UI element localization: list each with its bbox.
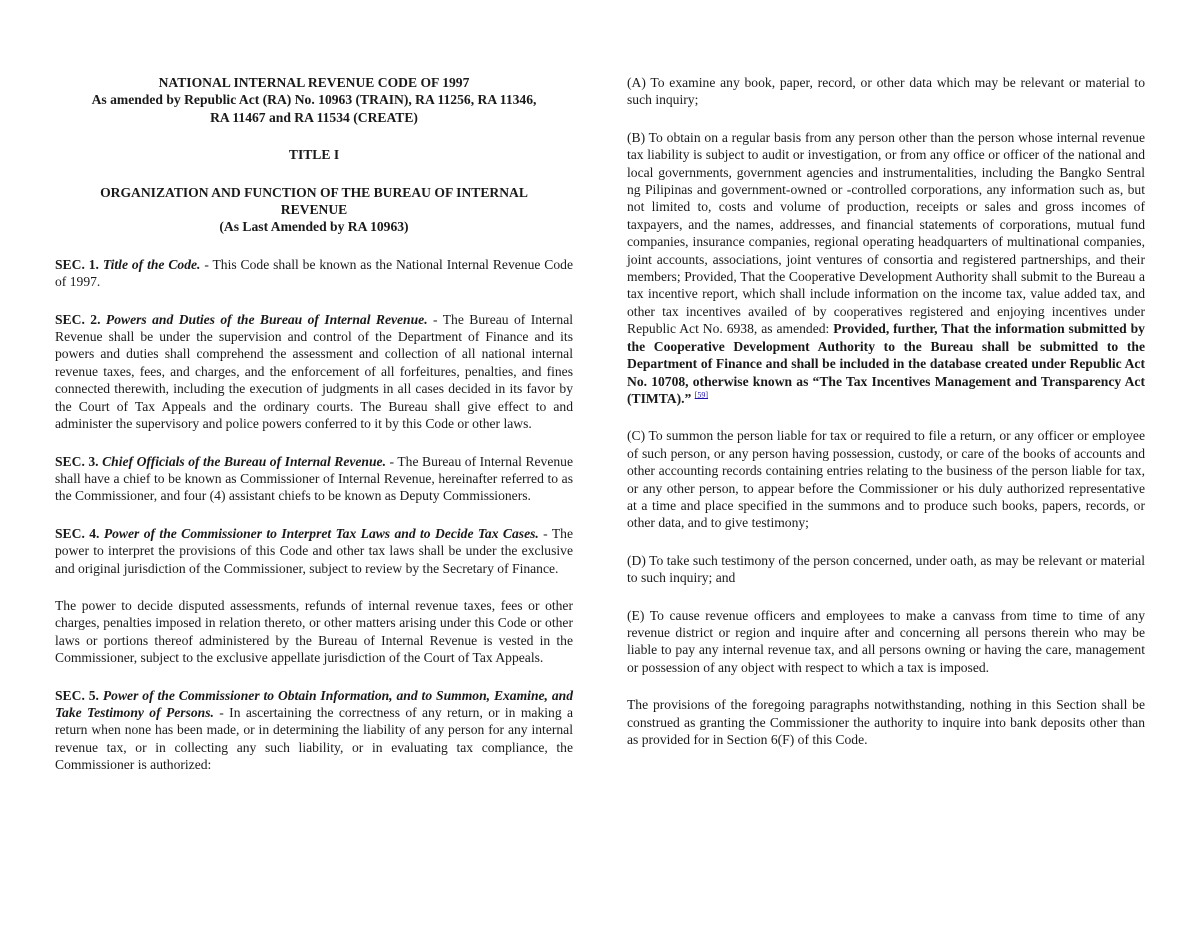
section-3-title: Chief Officials of the Bureau of Internal Revenue. (102, 453, 386, 469)
header-line-1: NATIONAL INTERNAL REVENUE CODE OF 1997 (158, 75, 470, 90)
section-4-paragraph-2: The power to decide disputed assessments, refunds of internal revenue taxes, fees or other charges, penalties imposed in relation thereto, or other matters arising under this Code or other laws or portions thereof administered by the Bureau of Internal Revenue is vested in the Commissioner, subject to the exclusive appellate jurisdiction of the Court of Tax Appeals. (55, 597, 573, 666)
section-1-title: Title of the Code. (102, 256, 201, 272)
section-2-title: Powers and Duties of the Bureau of Internal Revenue. (105, 311, 428, 327)
clause-e: (E) To cause revenue officers and employees to make a canvass from time to time of any revenue district or region and inquire after and concerning all persons therein who may be liable to pay any internal revenue tax, and all persons owning or having the care, management or possession of any object with respect to which a tax is imposed. (627, 607, 1145, 675)
section-1-text: - This Code shall be known as the National Internal Revenue Code of 1997. (55, 256, 573, 290)
clause-b (627, 129, 1145, 408)
section-1-number: SEC. 1. (55, 256, 99, 272)
section-5 (55, 687, 573, 774)
clause-b-text: (B) To obtain on a regular basis from any person other than the person whose internal revenue tax liability is subject to audit or investigation, or from any office or officer of the national and local governments, government agencies and instrumentalities, including the Bangko Sentral ng Pilipinas and government-owned or -controlled corporations, any information such as, but not limited to, costs and volume of production, receipts or sales and gross incomes of taxpayers, and the names, addresses, and financial statements of corporations, mutual fund companies, insurance companies, regional operating headquarters of multinational companies, joint accounts, associations, joint ventures of consortia and registered partnerships, and their members; Provided, That the Cooperative Development Authority shall submit to the Bureau a tax incentive report, which shall include information on the income tax, value added tax, and other tax incentives availed of by cooperatives registered and enjoying incentives under Republic Act No. 6938, as amended: (627, 129, 1145, 337)
header-line-2: As amended by Republic Act (RA) No. 10963 (TRAIN), RA 11256, RA 11346, (91, 92, 537, 108)
clause-d: (D) To take such testimony of the person concerned, under oath, as may be relevant or material to such inquiry; and (627, 552, 1145, 586)
title-heading: TITLE I (288, 147, 340, 163)
org-line-3: (As Last Amended by RA 10963) (219, 219, 409, 235)
section-4-title: Power of the Commissioner to Interpret Tax Laws and to Decide Tax Cases. (103, 525, 539, 541)
section-5-text: - In ascertaining the correctness of any return, or in making a return when none has been made, or in determining the liability of any person for any internal revenue tax, or in collecting any such liability, or in evaluating tax compliance, the Commissioner is authorized: (55, 704, 574, 773)
clause-b-proviso: Provided, further, That the information submitted by the Cooperative Development Authority to the Bureau shall be submitted to the Department of Finance and shall be included in the database created under Republic Act No. 10708, otherwise known as “The Tax Incentives Management and Transparency Act (TIMTA).” (627, 321, 1145, 406)
section-3-text: - The Bureau of Internal Revenue shall have a chief to be known as Commissioner of Internal Revenue, hereinafter referred to as the Commissioner, and four (4) assistant chiefs to be known as Deputy Commissioners. (55, 453, 573, 504)
right-column (627, 74, 1145, 768)
section-1 (55, 256, 573, 291)
section-2-number: SEC. 2. (55, 311, 101, 327)
final-provision: The provisions of the foregoing paragraphs notwithstanding, nothing in this Section shall be construed as granting the Commissioner the authority to inquire into bank deposits other than as provided for in Section 6(F) of this Code. (627, 697, 1145, 747)
header-line-3: RA 11467 and RA 11534 (CREATE) (210, 109, 418, 125)
clause-a: (A) To examine any book, paper, record, or other data which may be relevant or material to such inquiry; (627, 75, 1145, 108)
org-line-1: ORGANIZATION AND FUNCTION OF THE BUREAU OF INTERNAL (100, 184, 528, 200)
section-4-number: SEC. 4. (55, 525, 100, 541)
section-5-title: Power of the Commissioner to Obtain Information, and to Summon, Examine, and Take Testimony of Persons. (55, 687, 574, 720)
section-3 (55, 453, 573, 505)
org-line-2: REVENUE (280, 202, 348, 218)
section-4-text: - The power to interpret the provisions of this Code and other tax laws shall be under the exclusive and original jurisdiction of the Commissioner, subject to review by the Secretary of Finance. (55, 525, 573, 576)
footnote-link[interactable]: [59] (694, 390, 709, 400)
clause-c: (C) To summon the person liable for tax or required to file a return, or any officer or employee of such person, or any person having possession, custody, or care of the books of accounts and other accounting records containing entries relating to the business of the person liable for tax, or any other person, to appear before the Commissioner or his duly authorized representative at a time and place specified in the summons and to produce such books, papers, records, or other data, and to give testimony; (627, 428, 1145, 531)
section-2-text: - The Bureau of Internal Revenue shall be under the supervision and control of the Department of Finance and its powers and duties shall comprehend the assessment and collection of all national internal revenue taxes, fees, and charges, and the enforcement of all forfeitures, penalties, and fines connected therewith, including the execution of judgments in all cases decided in its favor by the Court of Tax Appeals and the ordinary courts. The Bureau shall give effect to and administer the supervisory and police powers conferred to it by this Code or other laws. (55, 311, 574, 432)
section-3-number: SEC. 3. (55, 453, 99, 469)
left-column (55, 74, 573, 794)
section-2 (55, 311, 573, 433)
section-4 (55, 525, 573, 577)
section-5-number: SEC. 5. (55, 687, 99, 703)
organization-heading (55, 184, 573, 236)
document-header (55, 74, 573, 126)
